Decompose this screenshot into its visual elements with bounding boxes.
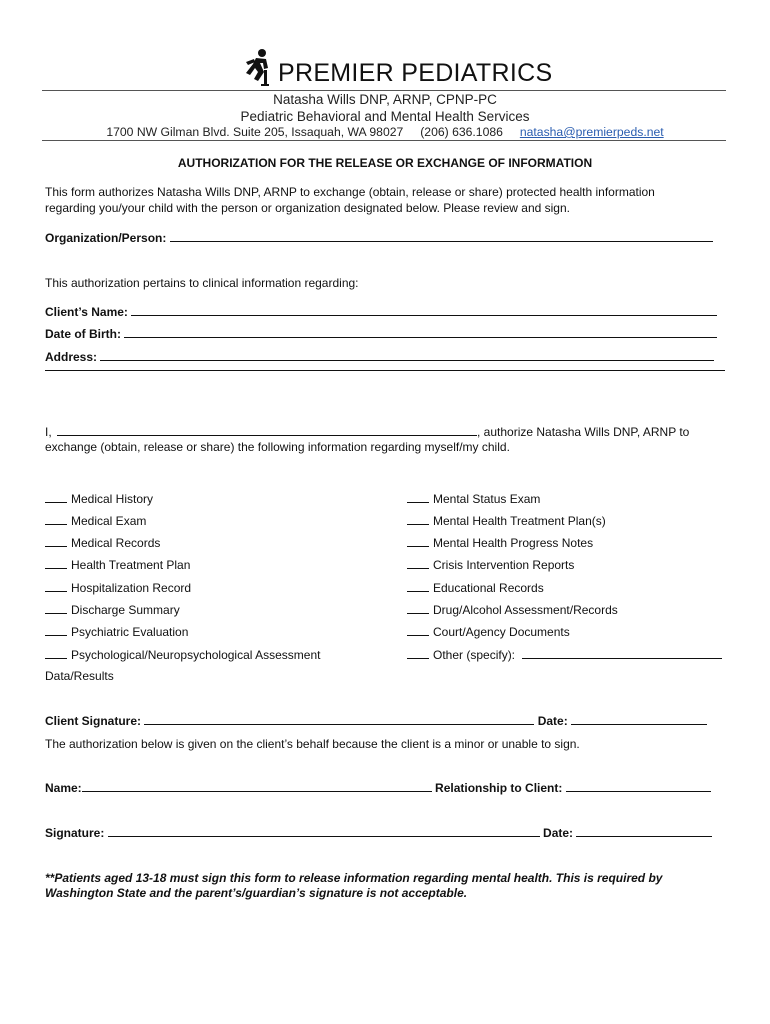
- authorize-line-2: exchange (obtain, release or share) the following information regarding myself/my child.: [45, 440, 510, 454]
- dob-label: Date of Birth:: [45, 327, 121, 341]
- intro-line-2: regarding you/your child with the person or organization designated below. Please review and sign.: [45, 201, 570, 215]
- client-date-label: Date:: [537, 714, 568, 728]
- check-mental-status-exam[interactable]: Mental Status Exam: [407, 491, 540, 506]
- note-line-2: Washington State and the parent’s/guardian’s signature is not acceptable.: [45, 886, 468, 900]
- guardian-name-row: [45, 780, 711, 796]
- authorize-text: , authorize Natasha Wills DNP, ARNP to: [477, 425, 690, 439]
- check-hospitalization-record[interactable]: Hospitalization Record: [45, 580, 191, 595]
- dob-field[interactable]: [124, 326, 717, 338]
- authorizer-name-field[interactable]: [57, 424, 477, 436]
- guardian-date-label: Date:: [543, 826, 574, 840]
- signature-label: Signature:: [45, 826, 105, 840]
- logo-text: PREMIER PEDIATRICS: [278, 59, 553, 87]
- relationship-field[interactable]: [566, 780, 711, 792]
- client-signature-field[interactable]: [144, 713, 534, 725]
- address-field[interactable]: [100, 349, 714, 361]
- client-signature-row: [45, 713, 707, 729]
- service-name: Pediatric Behavioral and Mental Health Services: [240, 109, 530, 124]
- header-rule-top: [42, 90, 726, 91]
- guardian-signature-row: [45, 825, 712, 841]
- guardian-date-field[interactable]: [576, 825, 712, 837]
- address: 1700 NW Gilman Blvd. Suite 205, Issaquah, WA 98027: [106, 125, 404, 139]
- client-name-row: [45, 304, 717, 320]
- check-medical-exam[interactable]: Medical Exam: [45, 513, 146, 528]
- check-mh-treatment-plans[interactable]: Mental Health Treatment Plan(s): [407, 513, 606, 528]
- organization-row: [45, 230, 713, 246]
- header-rule-bottom: [42, 140, 726, 141]
- note-line-1: **Patients aged 13-18 must sign this form to release information regarding mental health. This is required by: [45, 871, 663, 885]
- check-health-treatment-plan[interactable]: Health Treatment Plan: [45, 557, 190, 572]
- phone: (206) 636.1086: [420, 125, 503, 139]
- check-psych-assessment-continuation: Data/Results: [45, 669, 114, 683]
- name-label: Name:: [45, 781, 82, 795]
- check-psych-assessment[interactable]: Psychological/Neuropsychological Assessment: [45, 647, 320, 662]
- intro-line-1: This form authorizes Natasha Wills DNP, ARNP to exchange (obtain, release or share) protected health information: [45, 185, 655, 199]
- relationship-label: Relationship to Client:: [435, 781, 563, 795]
- address-row: [45, 349, 714, 365]
- organization-label: Organization/Person:: [45, 231, 167, 245]
- check-educational-records[interactable]: Educational Records: [407, 580, 544, 595]
- check-drug-alcohol[interactable]: Drug/Alcohol Assessment/Records: [407, 602, 618, 617]
- organization-field[interactable]: [170, 230, 713, 242]
- other-specify-field[interactable]: [522, 647, 722, 659]
- client-name-label: Client’s Name:: [45, 305, 128, 319]
- provider-name: Natasha Wills DNP, ARNP, CPNP-PC: [273, 92, 497, 107]
- logo: [242, 44, 552, 88]
- authorize-row: [45, 424, 689, 440]
- check-crisis-reports[interactable]: Crisis Intervention Reports: [407, 557, 574, 572]
- address-field-line-2[interactable]: [45, 370, 725, 371]
- client-name-field[interactable]: [131, 304, 717, 316]
- check-other[interactable]: Other (specify):: [407, 647, 722, 662]
- address-label: Address:: [45, 350, 98, 364]
- client-signature-label: Client Signature:: [45, 714, 142, 728]
- email-link[interactable]: natasha@premierpeds.net: [519, 125, 664, 139]
- guardian-name-field[interactable]: [82, 780, 432, 792]
- form-title: AUTHORIZATION FOR THE RELEASE OR EXCHANGE OF INFORMATION: [177, 156, 593, 170]
- contact-line: [0, 125, 770, 139]
- dob-row: [45, 326, 717, 342]
- check-mh-progress-notes[interactable]: Mental Health Progress Notes: [407, 535, 593, 550]
- i-prefix: I,: [45, 425, 52, 439]
- check-medical-records[interactable]: Medical Records: [45, 535, 160, 550]
- client-date-field[interactable]: [571, 713, 707, 725]
- check-medical-history[interactable]: Medical History: [45, 491, 153, 506]
- check-psychiatric-evaluation[interactable]: Psychiatric Evaluation: [45, 624, 188, 639]
- check-discharge-summary[interactable]: Discharge Summary: [45, 602, 180, 617]
- check-court-agency[interactable]: Court/Agency Documents: [407, 624, 570, 639]
- guardian-signature-field[interactable]: [108, 825, 540, 837]
- behalf-text: The authorization below is given on the client’s behalf because the client is a minor or unable to sign.: [45, 737, 580, 751]
- pertains-text: This authorization pertains to clinical information regarding:: [45, 276, 359, 290]
- running-child-logo-icon: [242, 48, 276, 88]
